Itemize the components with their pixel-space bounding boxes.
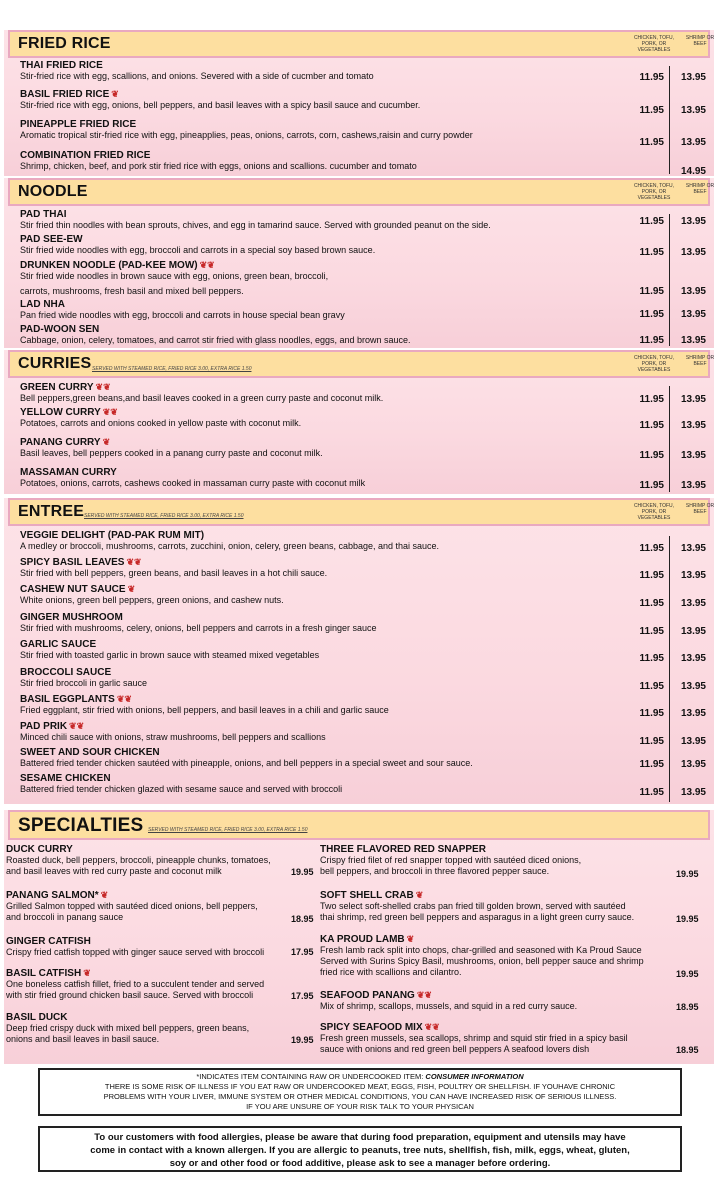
item-name: BASIL FRIED RICE [20,89,110,100]
item-name: BASIL CATFISH [6,968,82,979]
entree-note: SERVED WITH STEAMED RICE, FRIED RICE 3.00, EXTRA RICE 1.50 [84,513,244,519]
col-header-chicken: CHICKEN, TOFU, PORK, OR VEGETABLES [633,35,675,53]
item-desc: Crispy fried filet of red snapper topped with sautéed diced onions, [320,855,582,865]
item-desc: A medley or broccoli, mushrooms, carrots, zucchini, onion, celery, green beans, cabbage, and thai sauce. [20,541,440,551]
item-price-2: 13.95 [680,598,706,609]
item-price-2: 13.95 [680,708,706,719]
item-name: BROCCOLI SAUCE [20,667,112,678]
item-desc: Battered fried tender chicken sautéed with pineapple, onions, and bell peppers in a special sweet and sour sauce. [20,758,473,768]
consumer-line-2: THERE IS SOME RISK OF ILLNESS IF YOU EAT RAW OR UNDERCOOKED MEAT, EGGS, FISH, POULTRY OR SHELLFISH. IF YOUHAVE CHRONIC [104,1082,616,1091]
item-desc: Stir fried with bell peppers, green beans, and basil leaves in a hot chili sauce. [20,568,328,578]
curries-note: SERVED WITH STEAMED RICE, FRIED RICE 3.00, EXTRA RICE 1.50 [92,366,252,372]
item-price-2: 14.95 [680,166,706,177]
col-header-chicken: CHICKEN, TOFU, PORK, OR VEGETABLES [633,503,675,521]
item-price-1: 11.95 [639,137,664,148]
curries-title: CURRIES [18,355,92,372]
item-price-1: 11.95 [639,335,664,346]
item-price-1: 11.95 [639,105,664,116]
item-name: GINGER MUSHROOM [20,612,123,623]
consumer-line-3: PROBLEMS WITH YOUR LIVER, IMMUNE SYSTEM OR OTHER MEDICAL CONDITIONS, YOU CAN HAVE INCREASED RISK OF SERIOUS ILLNESS. [103,1092,617,1101]
item-name: GREEN CURRY [20,382,94,393]
item-desc-2: bell peppers, and broccoli in three flavored pepper sauce. [320,866,550,876]
item-name: PAD SEE-EW [20,234,83,245]
consumer-line-4: IF YOU ARE UNSURE OF YOUR RISK TALK TO YOUR PHYSICAN [246,1102,474,1111]
menu-item [20,407,710,429]
item-desc: Grilled Salmon topped with sautéed diced onions, bell peppers, [6,901,258,911]
menu-item [20,612,710,634]
item-desc: Stir fried wide noodles in brown sauce with egg, onions, green bean, broccoli, [20,271,329,281]
item-price-1: 11.95 [639,72,664,83]
consumer-information-box [38,1068,682,1116]
item-price-2: 13.95 [680,72,706,83]
item-desc: Shrimp, chicken, beef, and pork stir fried rice with eggs, onions and scallions. cucumber and tomato [20,161,417,171]
item-desc: Fresh lamb rack split into chops, char-grilled and seasoned with Ka Proud Sauce [320,945,642,955]
specialty-item [6,844,271,877]
item-desc: Minced chili sauce with onions, straw mushrooms, bell peppers and scallions [20,732,326,742]
item-desc: Fresh green mussels, sea scallops, shrimp and squid stir fried in a spicy basil [320,1033,628,1043]
item-price-2: 13.95 [680,570,706,581]
menu-item [20,89,710,111]
item-name: GARLIC SAUCE [20,639,97,650]
menu-item [20,694,710,716]
specialty-item [320,890,634,923]
item-price-1: 11.95 [639,653,664,664]
item-name: DRUNKEN NOODLE (PAD-KEE MOW) [20,260,198,271]
item-desc: Stir-fried rice with egg, onions, bell peppers, and basil leaves with a spicy basil sauce and cucumber. [20,100,421,110]
item-desc-2: with stir fried ground chicken basil sauce. Served with broccoli [6,990,254,1000]
item-name: SOFT SHELL CRAB [320,890,414,901]
item-price-2: 13.95 [680,759,706,770]
fried-rice-section [4,30,714,176]
menu-item [20,260,710,297]
item-name: PAD PRIK [20,721,68,732]
specialty-item [6,968,264,1001]
item-desc-3: fried rice with scallions and cilantro. [320,967,462,977]
item-price-1: 11.95 [639,598,664,609]
item-desc: Stir fried with toasted garlic in brown sauce with steamed mixed vegetables [20,650,320,660]
col-header-chicken: CHICKEN, TOFU, PORK, OR VEGETABLES [633,183,675,201]
item-price-1: 11.95 [639,420,664,431]
item-desc: Two select soft-shelled crabs pan fried till golden brown, served with sautéed [320,901,626,911]
noodle-header [8,178,715,206]
item-price-1: 11.95 [639,681,664,692]
allergy-line-3: soy or and other food or food additive, please ask to see a manager before ordering. [169,1158,551,1169]
item-price: 17.95 [291,991,314,1001]
item-desc-2: carrots, mushrooms, fresh basil and mixed bell peppers. [20,286,244,296]
item-desc: Fried eggplant, stir fried with onions, bell peppers, and basil leaves in a chili and garlic sauce [20,705,389,715]
item-desc: White onions, green bell peppers, green onions, and cashew nuts. [20,595,284,605]
item-price-2: 13.95 [680,286,706,297]
menu-item [20,119,710,141]
item-price-2: 13.95 [680,247,706,258]
chili-icon: ❦❦ [424,1022,440,1032]
curries-header [8,350,715,378]
item-price-2: 13.95 [680,450,706,461]
item-price-2: 13.95 [680,394,706,405]
item-price-1: 11.95 [639,309,664,320]
noodle-section [4,178,714,348]
item-price-1: 11.95 [639,708,664,719]
entree-section [4,498,714,804]
item-name: PANANG CURRY [20,437,101,448]
item-price-1: 11.95 [639,450,664,461]
menu-item [20,209,710,231]
item-desc: Roasted duck, bell peppers, broccoli, pineapple chunks, tomatoes, [6,855,271,865]
fried-rice-header [8,30,715,58]
chili-icon: ❦❦ [416,990,432,1000]
item-desc: Mix of shrimp, scallops, mussels, and squid in a red curry sauce. [320,1001,578,1011]
item-price-1: 11.95 [639,286,664,297]
item-desc-2: thai shrimp, red green bell peppers and asparagus in a light green curry sauce. [320,912,635,922]
item-desc: Stir fried broccoli in garlic sauce [20,678,148,688]
menu-item [20,530,710,552]
chili-icon: ❦ [127,584,136,594]
specialties-title: SPECIALTIES [18,815,144,836]
menu-item [20,667,710,689]
item-name: SWEET AND SOUR CHICKEN [20,747,160,758]
specialty-item [6,890,258,923]
item-price-1: 11.95 [639,247,664,258]
item-desc-2: sauce with onions and red green bell peppers A seafood lovers dish [320,1044,590,1054]
item-price-1: 11.95 [639,570,664,581]
item-price-2: 13.95 [680,480,706,491]
item-name: PAD-WOON SEN [20,324,100,335]
item-name: THREE FLAVORED RED SNAPPER [320,844,486,855]
menu-item [20,234,710,256]
item-price: 19.95 [676,969,699,979]
item-price: 19.95 [676,914,699,924]
item-name: KA PROUD LAMB [320,934,405,945]
menu-item [20,324,710,346]
item-price: 18.95 [676,1002,699,1012]
item-name: COMBINATION FRIED RICE [20,150,151,161]
entree-header [8,498,715,526]
menu-item [20,467,710,489]
chili-icon: ❦ [100,890,109,900]
chili-icon: ❦ [406,934,415,944]
chili-icon: ❦ [83,968,91,978]
item-name: BASIL DUCK [6,1012,68,1023]
item-name: LAD NHA [20,299,65,310]
item-desc-2: and broccoli in panang sauce [6,912,124,922]
item-price-1: 11.95 [639,216,664,227]
item-price-2: 13.95 [680,653,706,664]
item-price: 18.95 [676,1045,699,1055]
item-price: 19.95 [291,1035,314,1045]
specialties-note: SERVED WITH STEAMED RICE, FRIED RICE 3.00, EXTRA RICE 1.50 [148,827,308,833]
item-desc: Stir fried thin noodles with bean sprouts, chives, and egg in tamarind sauce. Served with grounded peanut on the side. [20,220,491,230]
item-name: VEGGIE DELIGHT (PAD-PAK RUM MIT) [20,530,205,541]
item-price-1: 11.95 [639,394,664,405]
item-name: PANANG SALMON* [6,890,99,901]
item-desc: Stir fried with mushrooms, celery, onions, bell peppers and carrots in a fresh ginger sauce [20,623,377,633]
item-desc: Crispy fried catfish topped with ginger sauce served with broccoli [6,947,265,957]
item-name: MASSAMAN CURRY [20,467,117,478]
item-price-1: 11.95 [639,543,664,554]
item-name: DUCK CURRY [6,844,73,855]
item-desc: Potatoes, carrots and onions cooked in yellow paste with coconut milk. [20,418,302,428]
specialty-item [320,990,577,1012]
item-name: GINGER CATFISH [6,936,91,947]
chili-icon: ❦ [415,890,424,900]
item-price-1: 11.95 [639,626,664,637]
item-desc-2: Served with Surins Spicy Basil, mushrooms, onion, bell pepper sauce and shrimp [320,956,644,966]
consumer-heading: CONSUMER INFORMATION [425,1072,524,1081]
item-price-2: 13.95 [680,335,706,346]
specialty-item [320,934,644,978]
item-price: 18.95 [291,914,314,924]
chili-icon: ❦ [111,89,119,99]
menu-item [20,584,710,606]
item-name: CASHEW NUT SAUCE [20,584,126,595]
item-price-2: 13.95 [680,216,706,227]
col-header-shrimp: SHRIMP OR BEEF [685,35,715,47]
item-price: 19.95 [676,869,699,879]
item-price-2: 13.95 [680,420,706,431]
allergy-notice-box [38,1126,682,1172]
item-desc: Bell peppers,green beans,and basil leaves cooked in a green curry paste and coconut milk. [20,393,384,403]
item-name: PAD THAI [20,209,67,220]
chili-icon: ❦❦ [116,694,132,704]
menu-item [20,150,710,172]
item-name: BASIL EGGPLANTS [20,694,115,705]
item-price: 17.95 [291,947,314,957]
item-desc: Aromatic tropical stir-fried rice with egg, pineapplies, peas, onions, carrots, corn, cashews,raisin and curry powder [20,130,473,140]
chili-icon: ❦❦ [95,382,111,392]
allergy-line-1: To our customers with food allergies, please be aware that during food preparation, equipment and utensils may have [94,1132,626,1143]
item-name: PINEAPPLE FRIED RICE [20,119,137,130]
item-desc: Cabbage, onion, celery, tomatoes, and carrot stir fried with glass noodles, eggs, and brown sauce. [20,335,411,345]
item-price-1: 11.95 [639,787,664,798]
item-price-2: 13.95 [680,543,706,554]
item-name: SEAFOOD PANANG [320,990,415,1001]
item-name: SPICY BASIL LEAVES [20,557,125,568]
item-desc: One boneless catfish fillet, fried to a succulent tender and served [6,979,265,989]
item-desc: Stir-fried rice with egg, scallions, and onions. Severed with a side of cucmber and tomato [20,71,374,81]
item-name: SESAME CHICKEN [20,773,111,784]
entree-title: ENTREE [18,503,85,520]
menu-item [20,639,710,661]
item-price-1: 11.95 [639,736,664,747]
chili-icon: ❦❦ [69,721,85,731]
menu-item [20,437,710,459]
chili-icon: ❦❦ [199,260,215,270]
item-price-2: 13.95 [680,105,706,116]
item-desc-2: onions and basil leaves in basil sauce. [6,1034,160,1044]
item-price-2: 13.95 [680,787,706,798]
chili-icon: ❦❦ [126,557,142,567]
col-header-shrimp: SHRIMP OR BEEF [685,503,715,515]
item-desc: Pan fried wide noodles with egg, broccoli and carrots in house special bean gravy [20,310,345,320]
item-desc-2: and basil leaves with red curry paste and coconut milk [6,866,222,876]
col-header-chicken: CHICKEN, TOFU, PORK, OR VEGETABLES [633,355,675,373]
menu-item [20,60,710,82]
item-name: THAI FRIED RICE [20,60,103,71]
menu-item [20,299,710,321]
menu-item [20,721,710,743]
item-price-2: 13.95 [680,137,706,148]
item-price-1: 11.95 [639,480,664,491]
col-header-shrimp: SHRIMP OR BEEF [685,355,715,367]
specialties-section [4,810,714,1064]
col-header-shrimp: SHRIMP OR BEEF [685,183,715,195]
fried-rice-title: FRIED RICE [18,35,111,52]
item-name: YELLOW CURRY [20,407,101,418]
consumer-note: *INDICATES ITEM CONTAINING RAW OR UNDERCOOKED ITEM: [196,1072,424,1081]
item-price-2: 13.95 [680,309,706,320]
menu-item [20,747,710,769]
item-desc: Battered fried tender chicken glazed with sesame sauce and served with broccoli [20,784,343,794]
menu-item [20,557,710,579]
item-desc: Basil leaves, bell peppers cooked in a panang curry paste and coconut milk. [20,448,323,458]
item-price-2: 13.95 [680,626,706,637]
specialty-item [320,1022,628,1055]
menu-item [20,773,710,795]
specialty-item [320,844,581,877]
item-desc: Stir fried wide noodles with egg, broccoli and carrots in a special soy based brown sauce. [20,245,376,255]
item-desc: Deep fried crispy duck with mixed bell peppers, green beans, [6,1023,250,1033]
item-desc: Potatoes, onions, carrots, cashews cooked in massaman curry paste with coconut milk [20,478,366,488]
item-price-2: 13.95 [680,681,706,692]
curries-section [4,350,714,494]
chili-icon: ❦ [102,437,111,447]
specialty-item [6,1012,249,1045]
allergy-line-2: come in contact with a known allergen. If you are allergic to peanuts, tree nuts, shellfish, fish, milk, eggs, wheat, gluten, [90,1145,630,1156]
chili-icon: ❦❦ [102,407,118,417]
item-price-2: 13.95 [680,736,706,747]
item-name: SPICY SEAFOOD MIX [320,1022,423,1033]
specialties-header [8,810,710,840]
noodle-title: NOODLE [18,183,88,200]
item-price: 19.95 [291,867,314,877]
item-price-1: 11.95 [639,759,664,770]
menu-item [20,382,710,404]
specialty-item [6,936,264,958]
